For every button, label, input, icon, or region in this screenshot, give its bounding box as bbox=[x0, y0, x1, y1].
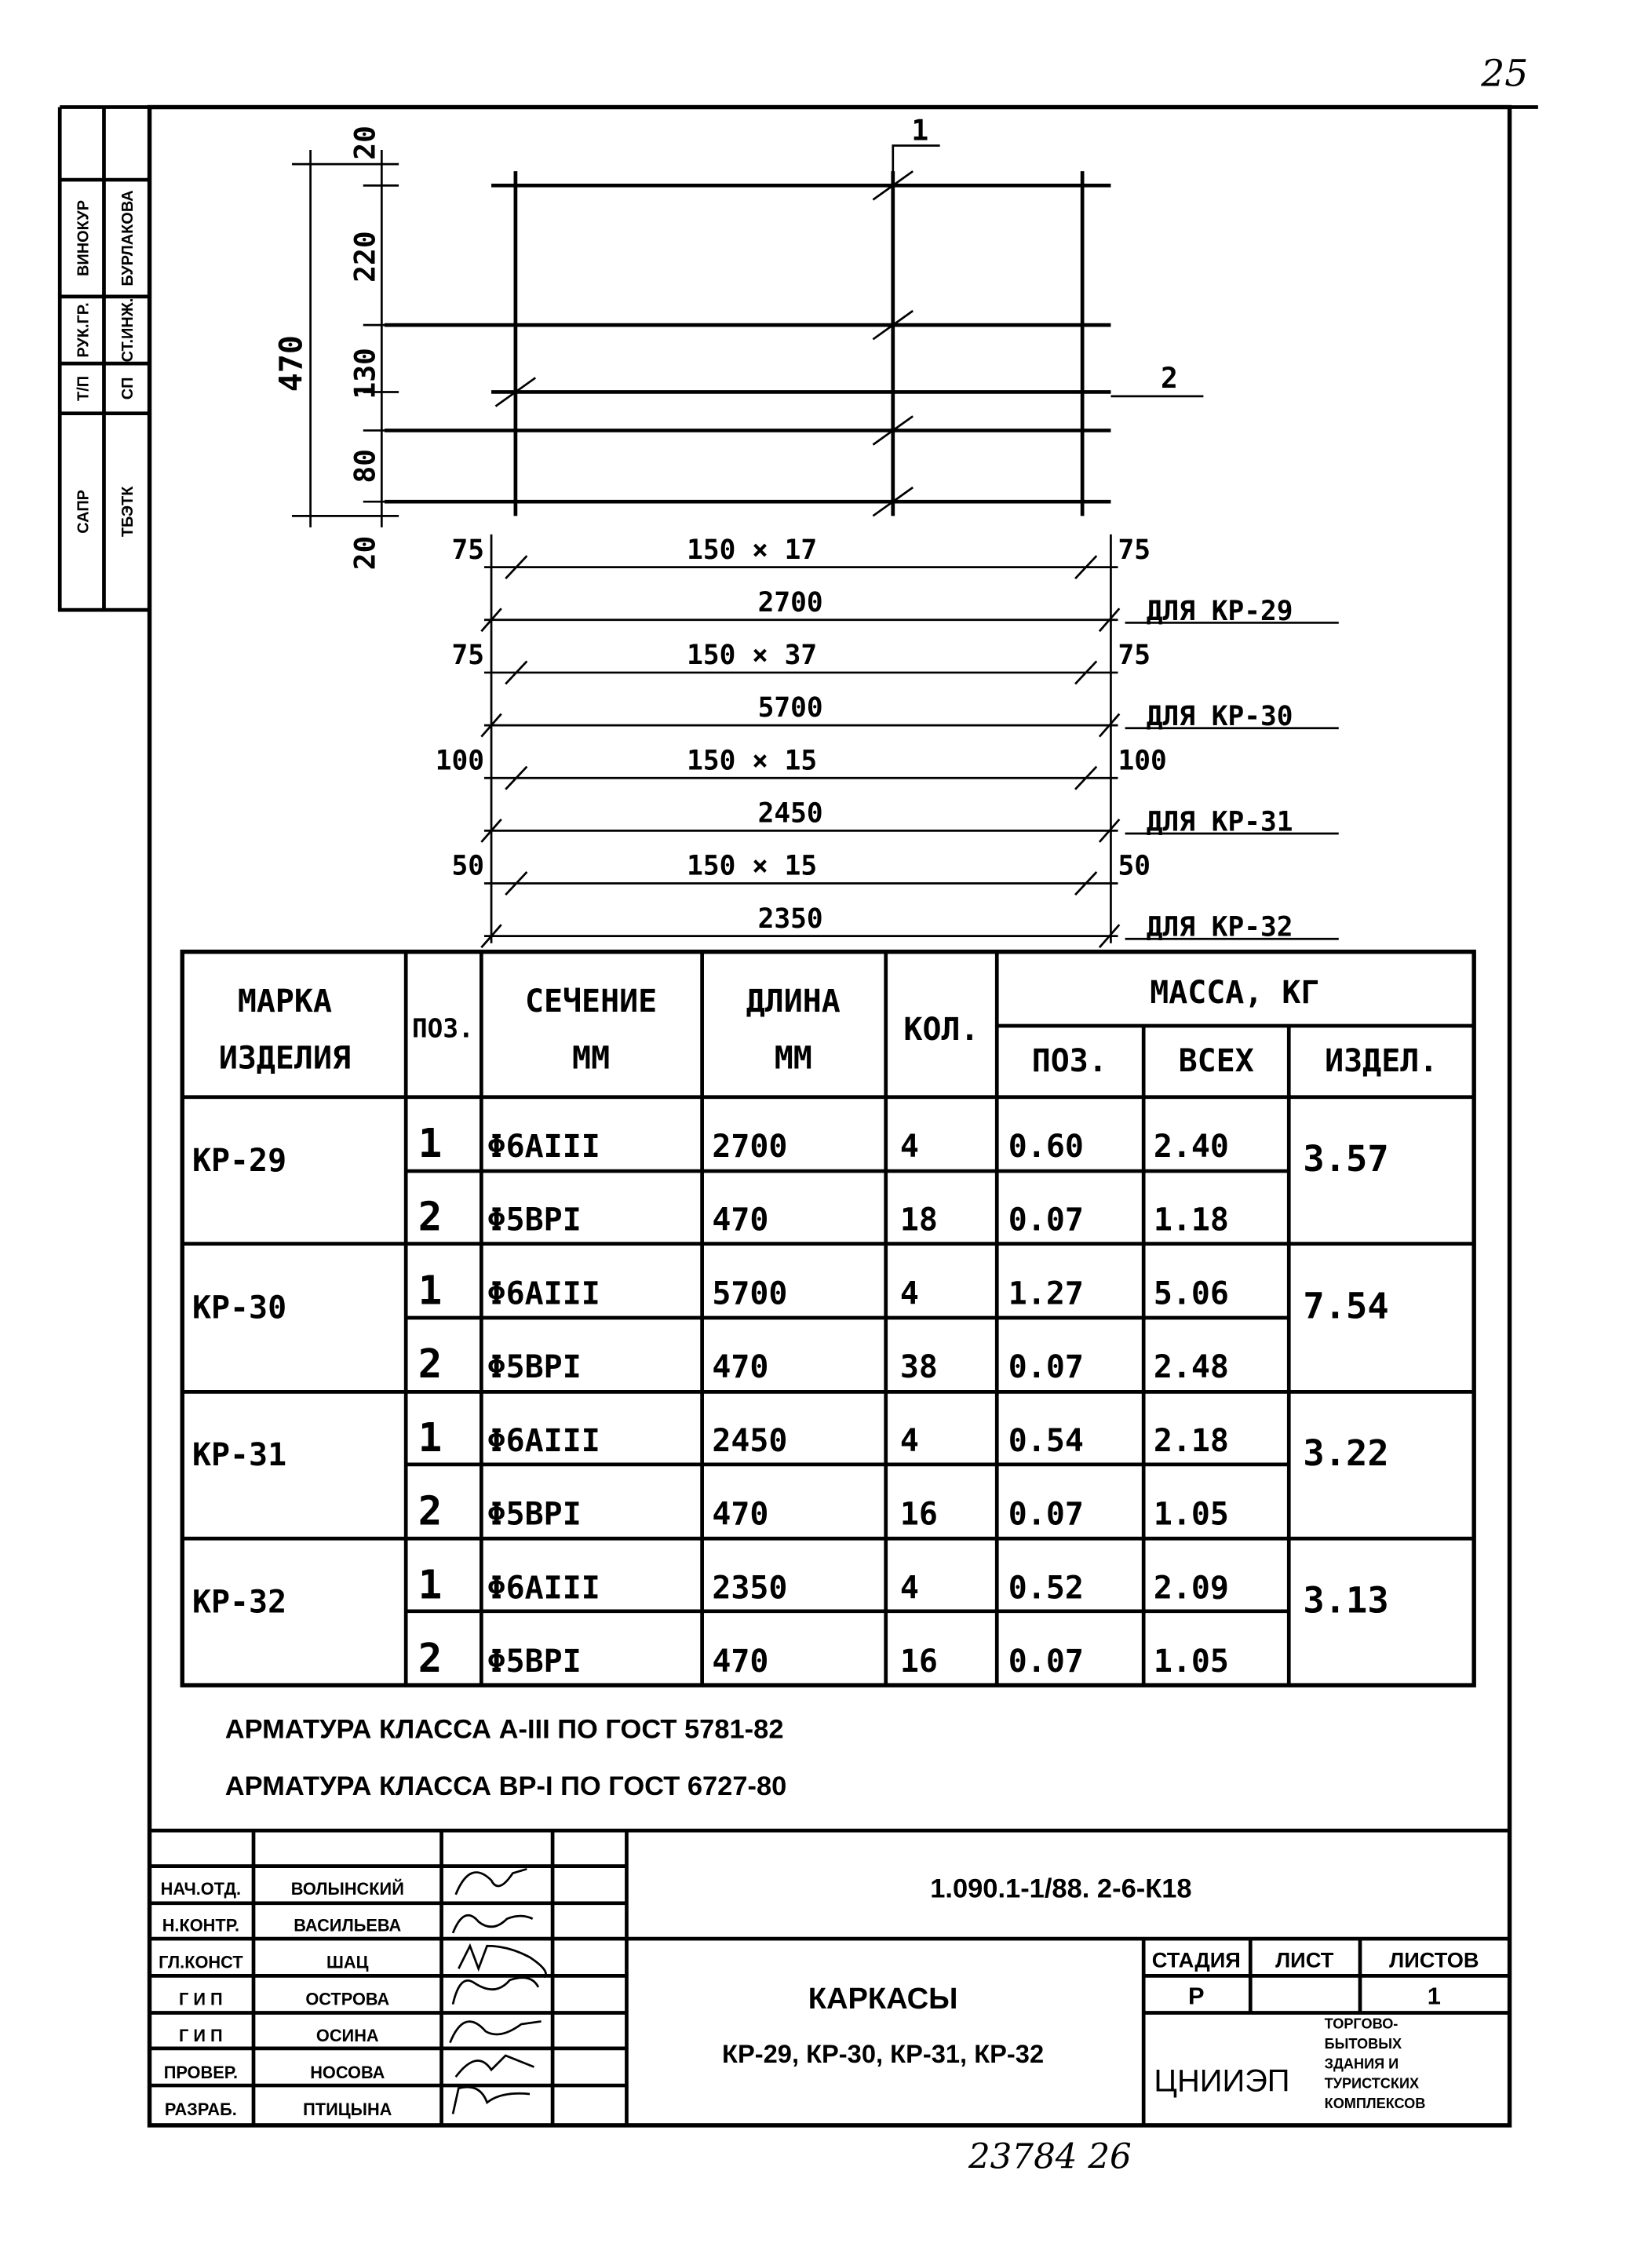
header-section: СЕЧЕНИЕ bbox=[524, 983, 658, 1020]
dim-pitch: 150 × 37 bbox=[687, 640, 818, 672]
mass-pos-cell: 0.60 bbox=[1008, 1128, 1084, 1165]
side-stamp-top: ВИНОКУР bbox=[75, 199, 93, 277]
document-code: 1.090.1-1/88. 2-6-К18 bbox=[930, 1873, 1192, 1904]
length-cell: 470 bbox=[712, 1643, 769, 1680]
drawing-subtitle: КР-29, КР-30, КР-31, КР-32 bbox=[722, 2039, 1045, 2069]
header-mark-2: ИЗДЕЛИЯ bbox=[218, 1040, 352, 1077]
pos-cell: 1 bbox=[418, 1119, 443, 1166]
dim-pitch: 150 × 17 bbox=[687, 534, 818, 566]
dim-applies-to: ДЛЯ КР-32 bbox=[1146, 911, 1293, 943]
staff-role: Г И П bbox=[178, 2026, 223, 2046]
vertical-dimension: 20 bbox=[348, 535, 382, 571]
staff-name: ШАЦ bbox=[326, 1952, 369, 1972]
side-stamp-bottom: СП bbox=[119, 377, 137, 400]
section-cell: Φ5BPI bbox=[487, 1643, 582, 1680]
organization-line: ТУРИСТСКИХ bbox=[1324, 2075, 1420, 2092]
section-cell: Φ6AIII bbox=[487, 1570, 600, 1607]
side-stamp-bottom: ТБЭТК bbox=[119, 486, 137, 538]
dim-total-length: 2350 bbox=[757, 903, 823, 935]
dim-total-length: 2450 bbox=[757, 797, 823, 830]
table-body bbox=[192, 1120, 1389, 1681]
staff-list bbox=[159, 1879, 404, 2119]
side-stamp-top: САПР bbox=[75, 490, 93, 534]
qty-cell: 18 bbox=[899, 1202, 938, 1239]
dim-left-offset: 75 bbox=[451, 534, 484, 566]
header-qty: КОЛ. bbox=[903, 1012, 979, 1049]
stage-label: СТАДИЯ bbox=[1151, 1947, 1241, 1972]
signatures bbox=[450, 1869, 545, 2114]
length-cell: 2350 bbox=[712, 1570, 788, 1607]
mass-pos-cell: 0.54 bbox=[1008, 1422, 1084, 1459]
organization-description bbox=[1325, 2016, 1426, 2111]
header-mass-item: ИЗДЕЛ. bbox=[1325, 1043, 1439, 1080]
mass-pos-cell: 0.07 bbox=[1008, 1643, 1084, 1680]
vertical-dimensions bbox=[348, 126, 381, 570]
note-2: АРМАТУРА КЛАССА ВР-I ПО ГОСТ 6727-80 bbox=[224, 1771, 787, 1801]
dim-total-length: 5700 bbox=[757, 692, 823, 724]
pos-cell: 2 bbox=[418, 1193, 443, 1240]
section-cell: Φ5BPI bbox=[487, 1496, 582, 1533]
callout-1: 1 bbox=[911, 113, 929, 148]
staff-role: Н.КОНТР. bbox=[162, 1915, 240, 1935]
dim-left-offset: 100 bbox=[435, 745, 484, 777]
staff-name: ПТИЦЫНА bbox=[303, 2099, 392, 2119]
pos-cell: 2 bbox=[418, 1634, 443, 1681]
dim-right-offset: 75 bbox=[1118, 640, 1151, 672]
length-cell: 470 bbox=[712, 1349, 769, 1386]
drawing-title: КАРКАСЫ bbox=[808, 1983, 958, 2016]
mass-all-cell: 1.18 bbox=[1153, 1202, 1229, 1239]
qty-cell: 16 bbox=[899, 1496, 938, 1533]
item-mass-cell: 3.57 bbox=[1303, 1138, 1389, 1180]
qty-cell: 4 bbox=[899, 1275, 919, 1312]
item-mass-cell: 7.54 bbox=[1303, 1285, 1389, 1327]
dim-applies-to: ДЛЯ КР-29 bbox=[1146, 595, 1293, 627]
mass-pos-cell: 0.07 bbox=[1008, 1349, 1084, 1386]
staff-name: НОСОВА bbox=[310, 2063, 385, 2083]
staff-name: ВАСИЛЬЕВА bbox=[294, 1915, 402, 1935]
vertical-dimension: 80 bbox=[348, 448, 382, 483]
organization-line: БЫТОВЫХ bbox=[1324, 2035, 1402, 2052]
staff-role: НАЧ.ОТД. bbox=[160, 1878, 242, 1899]
mass-all-cell: 2.48 bbox=[1153, 1349, 1229, 1386]
mark-cell: КР-31 bbox=[191, 1436, 287, 1473]
sheets-value: 1 bbox=[1427, 1982, 1441, 2010]
dim-pitch: 150 × 15 bbox=[687, 745, 818, 777]
vertical-dimension: 130 bbox=[348, 348, 382, 399]
vertical-dimension: 220 bbox=[348, 231, 382, 283]
organization-line: КОМПЛЕКСОВ bbox=[1324, 2096, 1426, 2112]
dim-pitch: 150 × 15 bbox=[687, 850, 818, 882]
item-mass-cell: 3.13 bbox=[1303, 1579, 1389, 1622]
dim-left-offset: 75 bbox=[451, 640, 484, 672]
note-1: АРМАТУРА КЛАССА А-III ПО ГОСТ 5781-82 bbox=[224, 1714, 784, 1745]
length-cell: 470 bbox=[712, 1496, 769, 1533]
qty-cell: 16 bbox=[899, 1643, 938, 1680]
mark-cell: КР-30 bbox=[191, 1290, 287, 1326]
qty-cell: 38 bbox=[899, 1349, 938, 1386]
qty-cell: 4 bbox=[899, 1128, 919, 1165]
header-mass: МАССА, КГ bbox=[1150, 974, 1320, 1011]
staff-name: ОСТРОВА bbox=[305, 1989, 390, 2009]
section-cell: Φ5BPI bbox=[487, 1202, 582, 1239]
staff-role: Г И П bbox=[178, 1989, 223, 2009]
sheets-label: ЛИСТОВ bbox=[1389, 1947, 1479, 1972]
length-cell: 5700 bbox=[712, 1275, 788, 1312]
mass-all-cell: 1.05 bbox=[1153, 1643, 1229, 1680]
header-pos: ПОЗ. bbox=[412, 1013, 474, 1044]
header-section-2: ММ bbox=[572, 1040, 611, 1077]
header-length: ДЛИНА bbox=[746, 983, 841, 1020]
mass-pos-cell: 0.07 bbox=[1008, 1202, 1084, 1239]
header-mass-pos: ПОЗ. bbox=[1031, 1043, 1107, 1080]
handwritten-inventory-number: 23784 26 bbox=[968, 2137, 1132, 2177]
staff-name: ОСИНА bbox=[315, 2026, 379, 2046]
dim-right-offset: 100 bbox=[1118, 745, 1167, 777]
length-cell: 2450 bbox=[712, 1422, 788, 1459]
section-cell: Φ6AIII bbox=[487, 1422, 600, 1459]
mark-cell: КР-29 bbox=[191, 1143, 287, 1180]
section-cell: Φ6AIII bbox=[487, 1128, 600, 1165]
mass-all-cell: 2.40 bbox=[1153, 1128, 1229, 1165]
item-mass-cell: 3.22 bbox=[1303, 1432, 1389, 1474]
dim-applies-to: ДЛЯ КР-31 bbox=[1146, 806, 1293, 838]
mass-all-cell: 2.09 bbox=[1153, 1570, 1229, 1607]
frame bbox=[60, 108, 1509, 2125]
staff-name: ВОЛЫНСКИЙ bbox=[290, 1878, 404, 1899]
pos-cell: 2 bbox=[418, 1487, 443, 1534]
callout-2: 2 bbox=[1160, 361, 1178, 396]
staff-role: ГЛ.КОНСТ bbox=[159, 1952, 243, 1972]
dim-right-offset: 75 bbox=[1118, 534, 1151, 566]
mass-all-cell: 5.06 bbox=[1153, 1275, 1229, 1312]
dim-left-offset: 50 bbox=[451, 850, 484, 882]
side-stamp-bottom: БУРЛАКОВА bbox=[119, 190, 137, 286]
vertical-dimension: 20 bbox=[348, 126, 382, 160]
organization: ЦНИИЭП bbox=[1154, 2063, 1290, 2099]
staff-role: ПРОВЕР. bbox=[163, 2063, 239, 2083]
dim-right-offset: 50 bbox=[1118, 850, 1151, 882]
pos-cell: 2 bbox=[418, 1341, 443, 1388]
length-cell: 2700 bbox=[712, 1128, 788, 1165]
section-cell: Φ6AIII bbox=[487, 1275, 600, 1312]
mass-all-cell: 2.18 bbox=[1153, 1422, 1229, 1459]
mass-pos-cell: 1.27 bbox=[1008, 1275, 1084, 1312]
qty-cell: 4 bbox=[899, 1422, 919, 1459]
length-dimension-groups bbox=[436, 534, 1339, 947]
qty-cell: 4 bbox=[899, 1570, 919, 1607]
sheet-label: ЛИСТ bbox=[1275, 1947, 1334, 1972]
section-cell: Φ5BPI bbox=[487, 1349, 582, 1386]
side-stamp-bottom: СТ.ИНЖ. bbox=[119, 297, 137, 363]
mark-cell: КР-32 bbox=[191, 1584, 287, 1621]
page-number: 25 bbox=[1481, 52, 1529, 96]
total-height-dim: 470 bbox=[273, 335, 310, 392]
header-length-2: ММ bbox=[774, 1040, 812, 1077]
organization-line: ЗДАНИЯ И bbox=[1324, 2056, 1399, 2072]
pos-cell: 1 bbox=[418, 1414, 443, 1461]
mass-pos-cell: 0.52 bbox=[1008, 1570, 1084, 1607]
stage-value: Р bbox=[1188, 1982, 1205, 2010]
header-mass-all: ВСЕХ bbox=[1178, 1043, 1254, 1080]
header-mark: МАРКА bbox=[237, 983, 333, 1020]
side-stamp-top: РУК.ГР. bbox=[75, 302, 93, 358]
side-stamp-top: Т/П bbox=[75, 375, 93, 401]
dim-total-length: 2700 bbox=[757, 586, 823, 618]
pos-cell: 1 bbox=[418, 1561, 443, 1608]
dim-applies-to: ДЛЯ КР-30 bbox=[1146, 701, 1293, 733]
mass-all-cell: 1.05 bbox=[1153, 1496, 1229, 1533]
spec-table bbox=[182, 952, 1474, 1686]
organization-line: ТОРГОВО- bbox=[1324, 2016, 1399, 2032]
mass-pos-cell: 0.07 bbox=[1008, 1496, 1084, 1533]
pos-cell: 1 bbox=[418, 1267, 443, 1314]
staff-role: РАЗРАБ. bbox=[164, 2099, 237, 2119]
length-cell: 470 bbox=[712, 1202, 769, 1239]
mesh-drawing bbox=[292, 146, 1203, 527]
